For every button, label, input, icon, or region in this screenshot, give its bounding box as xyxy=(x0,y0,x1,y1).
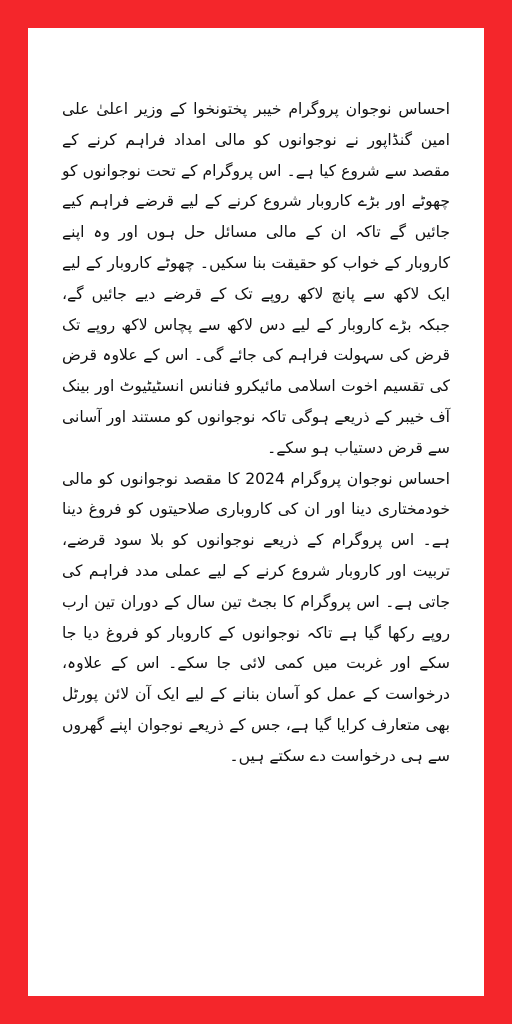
paragraph-1: احساس نوجوان پروگرام خیبر پختونخوا کے وزیر اعلیٰ علی امین گنڈاپور نے نوجوانوں کو مالی امداد فراہم کرنے کے مقصد سے شروع کیا ہے۔ اس پروگرام کے تحت نوجوانوں کو چھوٹے اور بڑے کاروبار شروع کرنے کے لیے قرضے فراہم کیے جائیں گے تاکہ ان کے مالی مسائل حل ہوں اور وہ اپنے کاروبار کے خواب کو حقیقت بنا سکیں۔ چھوٹے کاروبار کے لیے ایک لاکھ سے پانچ لاکھ روپے تک کے قرضے دیے جائیں گے، جبکہ بڑے کاروبار کے لیے دس لاکھ سے پچاس لاکھ روپے تک قرض کی سہولت فراہم کی جائے گی۔ اس کے علاوہ قرض کی تقسیم اخوت اسلامی مائیکرو فنانس انسٹیٹیوٹ اور بینک آف خیبر کے ذریعے ہوگی تاکہ نوجوانوں کو مستند اور آسانی سے قرض دستیاب ہو سکے۔ xyxy=(62,100,450,457)
article-text xyxy=(62,94,450,772)
paragraph-2: احساس نوجوان پروگرام 2024 کا مقصد نوجوانوں کو مالی خودمختاری دینا اور ان کی کاروباری صلاحیتوں کو فروغ دینا ہے۔ اس پروگرام کے ذریعے نوجوانوں کو بلا سود قرضے، تربیت اور کاروبار شروع کرنے کے لیے عملی مدد فراہم کی جاتی ہے۔ اس پروگرام کا بجٹ تین سال کے دوران تین ارب روپے رکھا گیا ہے تاکہ نوجوانوں کے کاروبار کو فروغ دیا جا سکے اور غربت میں کمی لائی جا سکے۔ اس کے علاوہ، درخواست کے عمل کو آسان بنانے کے لیے ایک آن لائن پورٹل بھی متعارف کرایا گیا ہے، جس کے ذریعے نوجوان اپنے گھروں سے ہی درخواست دے سکتے ہیں۔ xyxy=(62,469,451,765)
article-card xyxy=(28,28,484,996)
